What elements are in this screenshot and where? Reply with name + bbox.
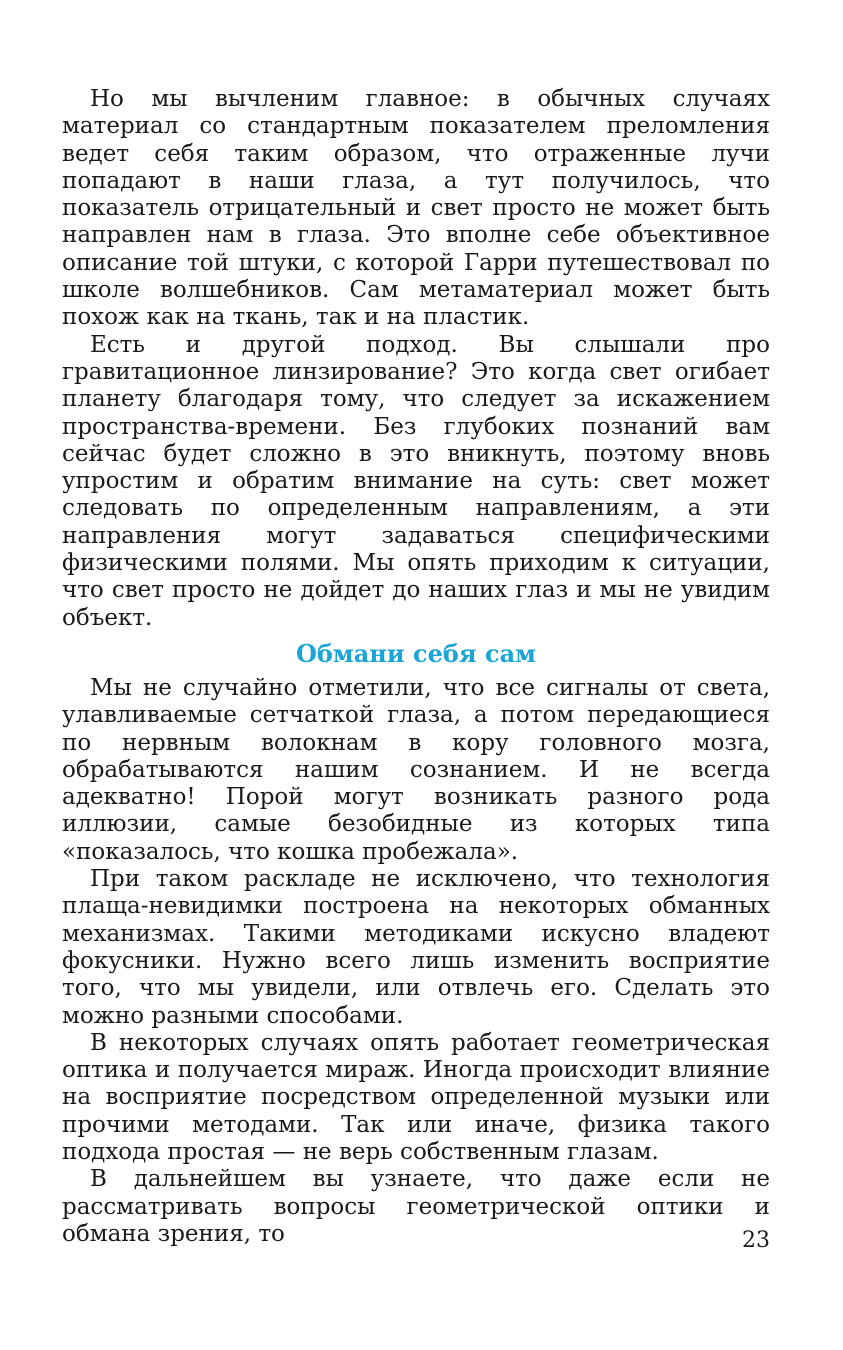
paragraph-metamaterial: Но мы вычленим главное: в обычных случаях материал со стандартным показателем преломления ведет себя таким образом, что отраженные лучи попадают в наши глаза, а тут получилось, что показатель отрицательный и свет просто не может быть направлен нам в глаза. Это вполне себе объективное описание той штуки, с которой Гарри путешествовал по школе волшебников. Сам метаматериал может быть похож как на ткань, так и на пластик. — [62, 86, 770, 331]
paragraph-gravitational-lensing: Есть и другой подход. Вы слышали про гравитационное линзирование? Это когда свет огибает планету благодаря тому, что следует за искажением пространства-времени. Без глубоких познаний вам сейчас будет сложно в это вникнуть, поэтому вновь упростим и обратим внимание на суть: свет может следовать по определенным направлениям, а эти направления могут задаваться специфическими физическими полями. Мы опять приходим к ситуации, что свет просто не дойдет до наших глаз и мы не увидим объект. — [62, 331, 770, 631]
paragraph-illusions: Мы не случайно отметили, что все сигналы от света, улавливаемые сетчаткой глаза, а потом передающиеся по нервным волокнам в кору головного мозга, обрабатываются нашим сознанием. И не всегда адекватно! Порой могут возникать разного рода иллюзии, самые безобидные из которых типа «показалось, что кошка пробежала». — [62, 674, 770, 865]
page-number: 23 — [742, 1228, 770, 1253]
paragraph-mirage: В некоторых случаях опять работает геометрическая оптика и получается мираж. Иногда происходит влияние на восприятие посредством определенной музыки или прочими методами. Так или иначе, физика такого подхода простая — не верь собственным глазам. — [62, 1029, 770, 1165]
page-body — [62, 86, 770, 1248]
paragraph-invisibility-cloak: При таком раскладе не исключено, что технология плаща-невидимки построена на некоторых обманных механизмах. Такими методиками искусно владеют фокусники. Нужно всего лишь изменить восприятие того, что мы увидели, или отвлечь его. Сделать это можно разными способами. — [62, 866, 770, 1029]
section-heading: Обмани себя сам — [295, 638, 537, 668]
paragraph-continuation: В дальнейшем вы узнаете, что даже если не рассматривать вопросы геометрической оптики и обмана зрения, то — [62, 1166, 770, 1247]
